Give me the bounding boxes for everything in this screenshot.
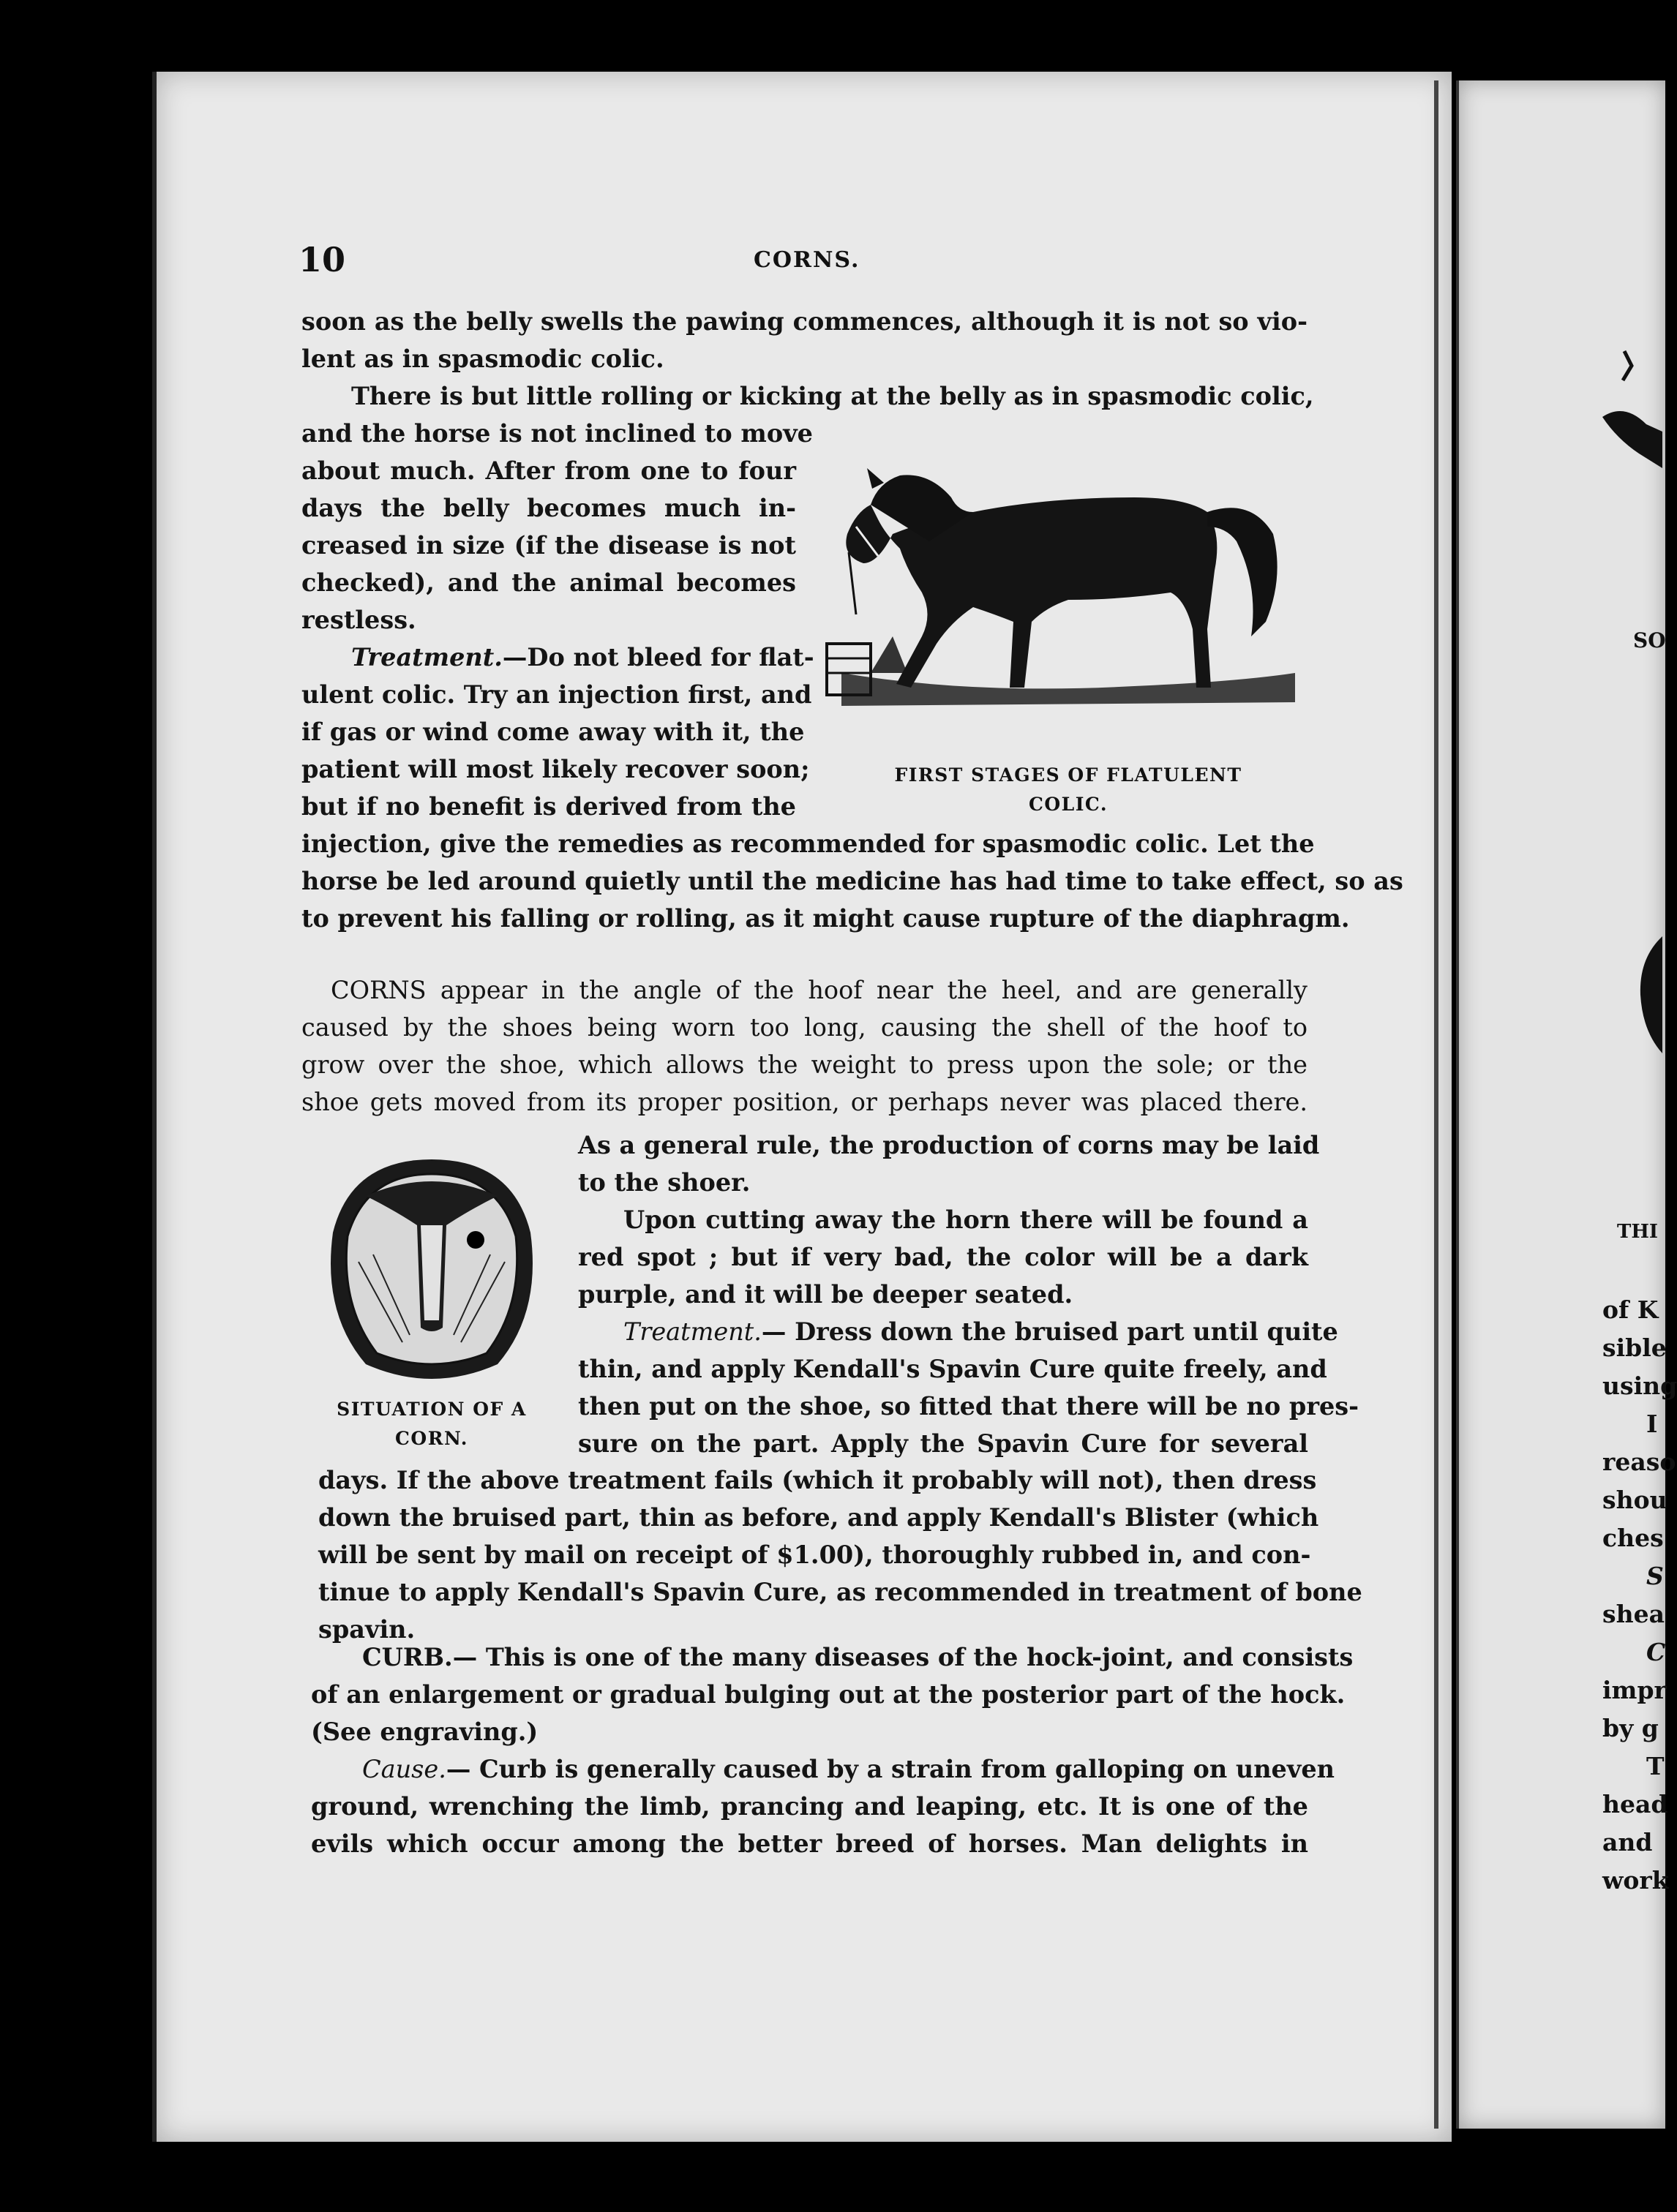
- text-line: to the shoer.: [578, 1168, 751, 1197]
- hoof-caption: SITUATION OF A CORN.: [337, 1399, 527, 1449]
- text-line: ground, wrenching the limb, prancing and leaping, etc. It is one of the: [311, 1792, 1308, 1821]
- text-line: creased in size (if the disease is not: [301, 531, 796, 560]
- right-page-fragment: SO: [1633, 628, 1666, 652]
- text-line: of an enlargement or gradual bulging out at the posterior part of the hock.: [311, 1680, 1346, 1709]
- curb-label: CURB.: [362, 1643, 453, 1671]
- text-line: (See engraving.): [311, 1718, 539, 1746]
- text-line: sure on the part. Apply the Spavin Cure for several: [578, 1429, 1308, 1458]
- text-line: Cause.— Curb is generally caused by a strain from galloping on uneven: [362, 1755, 1335, 1783]
- text-line: and the horse is not inclined to move: [301, 419, 813, 448]
- horse-caption: FIRST STAGES OF FLATULENT COLIC.: [894, 764, 1242, 815]
- cause-label: Cause.: [362, 1755, 446, 1783]
- text-line: evils which occur among the better breed of horses. Man delights in: [311, 1829, 1308, 1858]
- corns-label: CORNS: [331, 976, 427, 1004]
- curb-paragraph: [311, 1639, 1354, 1862]
- text-line: lent as in spasmodic colic.: [301, 345, 664, 373]
- text-line: about much. After from one to four: [301, 456, 796, 485]
- page-number: 10: [299, 240, 346, 279]
- right-page-figure-mid: [1632, 936, 1662, 1053]
- text-line: patient will most likely recover soon;: [301, 755, 810, 783]
- treatment-colic-paragraph: [301, 639, 814, 825]
- text-line: Upon cutting away the horn there will be found a: [623, 1205, 1308, 1234]
- text-line: tinue to apply Kendall's Spavin Cure, as recommended in treatment of bone: [318, 1578, 1362, 1606]
- text-line: down the bruised part, thin as before, and apply Kendall's Blister (which: [318, 1503, 1319, 1532]
- text-line: shoe gets moved from its proper position, or perhaps never was placed there.: [301, 1088, 1308, 1116]
- text-line: but if no benefit is derived from the: [301, 792, 796, 821]
- text-line: As a general rule, the production of corns may be laid: [578, 1131, 1320, 1159]
- text-line: will be sent by mail on receipt of $1.00), thoroughly rubbed in, and con-: [318, 1540, 1311, 1569]
- text-line: days. If the above treatment fails (which it probably will not), then dress: [318, 1466, 1317, 1494]
- text-line: CURB.— This is one of the many diseases of the hock-joint, and consists: [362, 1643, 1354, 1671]
- text-line: Treatment.— Dress down the bruised part until quite: [623, 1317, 1338, 1346]
- text-line: grow over the shoe, which allows the weight to press upon the sole; or the: [301, 1050, 1308, 1079]
- text-line: red spot ; but if very bad, the color will be a dark: [578, 1243, 1308, 1271]
- text-line: Treatment.—Do not bleed for flat-: [351, 643, 814, 672]
- text-line: purple, and it will be deeper seated.: [578, 1280, 1073, 1309]
- treatment-colic-continued: [301, 825, 1403, 937]
- gutter: [1434, 80, 1438, 2129]
- intro-paragraph: [301, 303, 1314, 415]
- right-page-text-column: of K sible using I reaso shou ches S shea C impr by g T head and work: [1602, 1295, 1677, 1895]
- horse-engraving: [827, 454, 1324, 717]
- right-page-figure-top: [1595, 322, 1662, 468]
- text-line: CORNS appear in the angle of the hoof near the heel, and are generally: [331, 976, 1308, 1004]
- text-line: injection, give the remedies as recommended for spasmodic colic. Let the: [301, 830, 1315, 858]
- right-page-fragment: THI: [1617, 1221, 1659, 1243]
- corns-narrow-paragraph: [578, 1126, 1359, 1462]
- text-line: to prevent his falling or rolling, as it might cause rupture of the diaphragm.: [301, 904, 1350, 933]
- treatment-label: Treatment.: [623, 1317, 762, 1346]
- text-line: There is but little rolling or kicking at the belly as in spasmodic colic,: [351, 382, 1314, 410]
- text-line: then put on the shoe, so fitted that there will be no pres-: [578, 1392, 1359, 1421]
- text-line: restless.: [301, 606, 416, 634]
- text-line: spavin.: [318, 1615, 416, 1644]
- text-line: thin, and apply Kendall's Spavin Cure quite freely, and: [578, 1355, 1327, 1383]
- treatment-corns-continued: [318, 1462, 1362, 1648]
- corns-paragraph: [301, 971, 1308, 1121]
- text-line: days the belly becomes much in-: [301, 494, 796, 522]
- hoof-engraving: [322, 1152, 541, 1393]
- text-line: horse be led around quietly until the medicine has had time to take effect, so as: [301, 867, 1403, 895]
- text-line: ulent colic. Try an injection first, and: [301, 680, 812, 709]
- text-line: soon as the belly swells the pawing commences, although it is not so vio-: [301, 307, 1308, 336]
- treatment-label: Treatment.: [351, 643, 503, 672]
- text-line: caused by the shoes being worn too long, causing the shell of the hoof to: [301, 1013, 1308, 1042]
- text-line: if gas or wind come away with it, the: [301, 718, 805, 746]
- text-line: checked), and the animal becomes: [301, 568, 796, 597]
- colic-paragraph: [301, 415, 813, 639]
- running-title: CORNS.: [754, 247, 860, 273]
